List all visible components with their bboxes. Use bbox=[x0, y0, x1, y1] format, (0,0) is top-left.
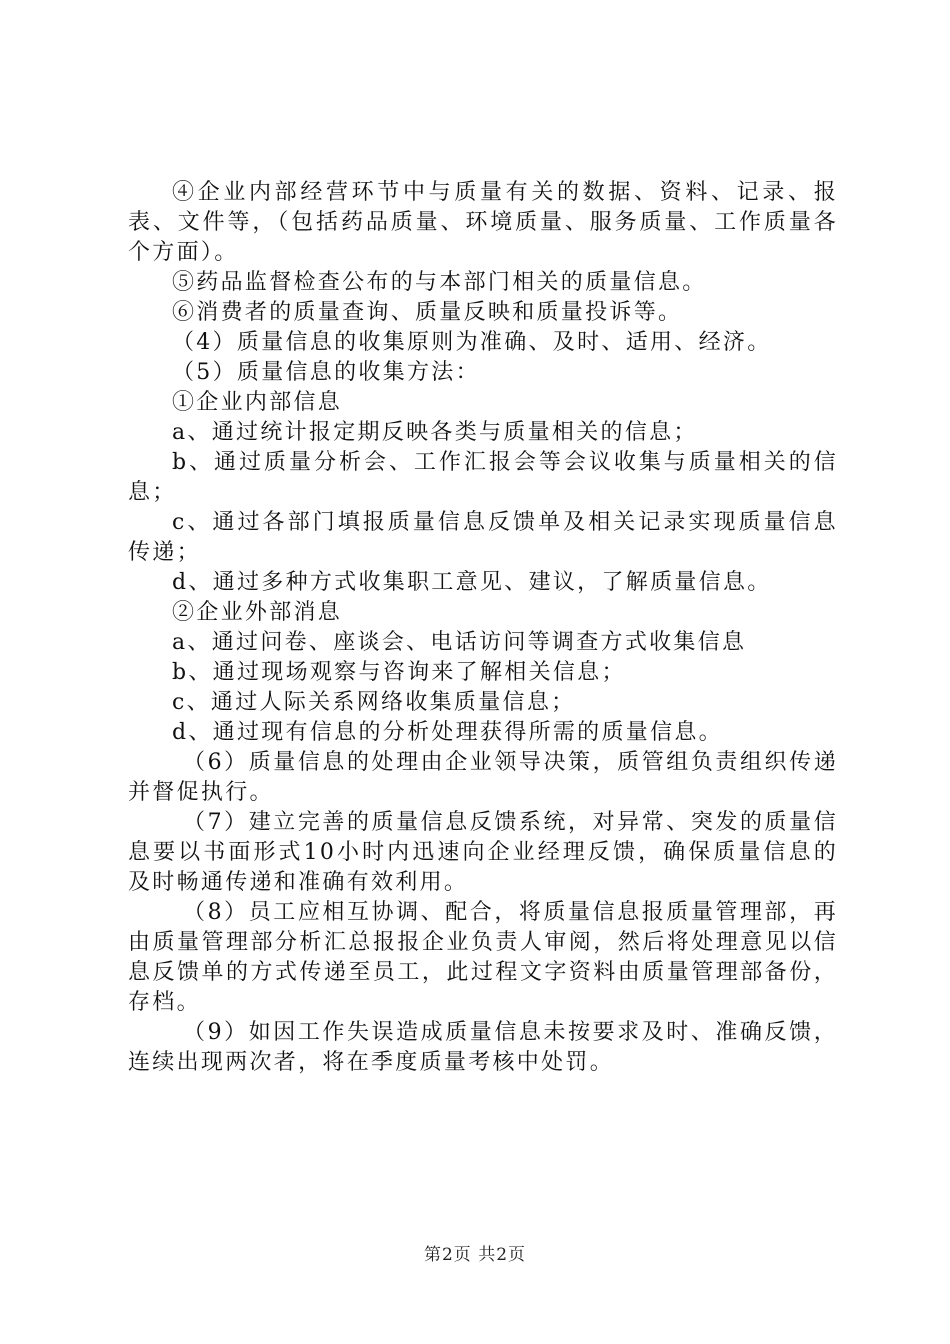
paragraph-internal-b: b、通过质量分析会、工作汇报会等会议收集与质量相关的信息； bbox=[128, 450, 838, 505]
paragraph-internal-c: c、通过各部门填报质量信息反馈单及相关记录实现质量信息传递； bbox=[128, 510, 838, 565]
paragraph-external-info-heading: ②企业外部消息 bbox=[172, 600, 343, 625]
paragraph-internal-info-heading: ①企业内部信息 bbox=[172, 390, 343, 415]
paragraph-item-4: ④企业内部经营环节中与质量有关的数据、资料、记录、报表、文件等，（包括药品质量、环境质量、服务质量、工作质量各个方面）。 bbox=[128, 180, 838, 265]
paragraph-collection-methods: （5）质量信息的收集方法： bbox=[172, 360, 480, 385]
paragraph-external-a: a、通过问卷、座谈会、电话访问等调查方式收集信息 bbox=[172, 630, 747, 655]
paragraph-collection-principle: （4）质量信息的收集原则为准确、及时、适用、经济。 bbox=[172, 330, 772, 355]
paragraph-staff-coordination: （8）员工应相互协调、配合，将质量信息报质量管理部，再由质量管理部分析汇总报报企业负责人审阅，然后将处理意见以信息反馈单的方式传递至员工，此过程文字资料由质量管理部备份，存档。 bbox=[128, 900, 838, 1015]
paragraph-penalty: （9）如因工作失误造成质量信息未按要求及时、准确反馈，连续出现两次者，将在季度质量考核中处罚。 bbox=[128, 1020, 838, 1075]
paragraph-item-6: ⑥消费者的质量查询、质量反映和质量投诉等。 bbox=[172, 300, 683, 325]
paragraph-external-d: d、通过现有信息的分析处理获得所需的质量信息。 bbox=[172, 720, 723, 745]
document-body bbox=[128, 178, 838, 1078]
paragraph-internal-d: d、通过多种方式收集职工意见、建议，了解质量信息。 bbox=[172, 570, 772, 595]
paragraph-feedback-system: （7）建立完善的质量信息反馈系统，对异常、突发的质量信息要以书面形式10小时内迅速向企业经理反馈，确保质量信息的及时畅通传递和准确有效利用。 bbox=[128, 810, 838, 895]
paragraph-external-b: b、通过现场观察与咨询来了解相关信息； bbox=[172, 660, 626, 685]
paragraph-internal-a: a、通过统计报定期反映各类与质量相关的信息； bbox=[172, 420, 698, 445]
paragraph-item-5: ⑤药品监督检查公布的与本部门相关的质量信息。 bbox=[172, 270, 707, 295]
paragraph-external-c: c、通过人际关系网络收集质量信息； bbox=[172, 690, 576, 715]
page-number-footer: 第2页 共2页 bbox=[423, 1245, 527, 1265]
paragraph-processing: （6）质量信息的处理由企业领导决策，质管组负责组织传递并督促执行。 bbox=[128, 750, 838, 805]
